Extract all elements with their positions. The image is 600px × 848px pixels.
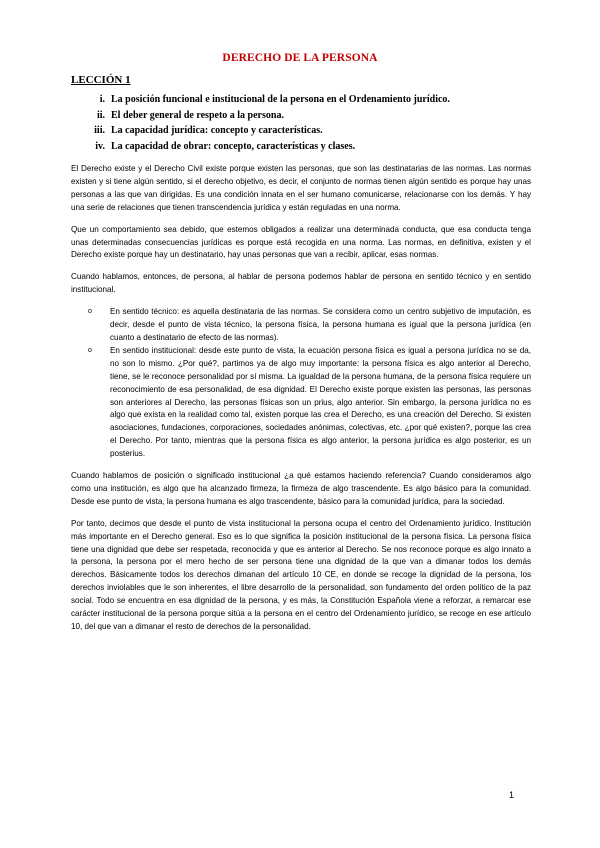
toc-item: iii. La capacidad jurídica: concepto y características.	[94, 125, 323, 136]
list-item: o En sentido institucional: desde este punto de vista, la ecuación persona física es igual a persona jurídica no se da, no son lo mismo. ¿Por qué?, partimos ya de algo muy importante: la persona física es algo anterior al Derecho, tiene, se le reconoce personalidad por sí misma. La igualdad de la persona humana, de la persona física requiere un reconocimiento de esa personalidad, de esa dignidad. El Derecho existe porque existen las personas, las personas son anteriores al Derecho, las personas físicas son un prius, algo anterior. Sin embargo, la persona jurídica no es algo que exista en la realidad como tal, existen porque las crea el Derecho, es una creación del Derecho. Si existen asociaciones, fundaciones, corporaciones, sociedades anónimas, colectivas, etc. ¿por qué existen?, porque las crea el Derecho. Por tanto, mientras que la persona física es algo anterior, la persona jurídica es algo posterior, es un posterius.	[88, 345, 531, 459]
toc-item: i. La posición funcional e institucional de la persona en el Ordenamiento jurídico.	[99, 94, 450, 105]
paragraph: Por tanto, decimos que desde el punto de vista institucional la persona ocupa el centro del Ordenamiento jurídico. Institución más importante en el Derecho general. Eso es lo que significa la posición institucional de la persona física. La persona física tiene una dignidad que debe ser respetada, reconocida y que es anterior al Derecho. Se nos reconoce porque es algo innato a la persona, la persona por el mero hecho de ser persona tiene una dignidad de la que van a dimanar todos los demás derechos. Básicamente todos los derechos dimanan del artículo 10 CE, en donde se recoge la dignidad de la persona, los derechos inviolables que le son inherentes, el libre desarrollo de la personalidad, son fundamento del orden político de la paz social. Todo se encuentra en esa dignidad de la persona, y es más, la Constitución Española viene a reforzar, a remarcar ese carácter institucional de la persona porque sitúa a la persona en el centro del Ordenamiento jurídico, se recoge en ese artículo 10, del que van a dimanar el resto de derechos de la personalidad.	[71, 518, 531, 631]
list-item: o En sentido técnico: es aquella destinataria de las normas. Se considera como un centro subjetivo de imputación, es decir, desde el punto de vista técnico, la persona física, la persona humana es igual que la persona jurídica (en cuanto a destinatario de efecto de las normas).	[88, 307, 531, 342]
paragraph: Que un comportamiento sea debido, que estemos obligados a realizar una determinada conducta, que esa conducta tenga unas determinadas consecuencias jurídicas es porque está recogida en una norma. Las normas, en definitiva, existen y el Derecho existe porque hay un destinatario, hay unas personas que van a recibir, aplicar, esas normas.	[71, 224, 531, 260]
table-of-contents	[71, 92, 531, 154]
bullet-icon: o	[88, 308, 92, 316]
bullet-icon: o	[88, 346, 92, 354]
paragraph: Cuando hablamos, entonces, de persona, al hablar de persona podemos hablar de persona en sentido técnico y en sentido institucional.	[71, 272, 531, 295]
paragraph: El Derecho existe y el Derecho Civil existe porque existen las personas, que son las destinatarias de las normas. Las normas existen y si tiene algún sentido, si el derecho objetivo, es decir, el conjunto de normas tienen algún sentido es porque hay unas personas a las que van dirigidas. Es una condición innata en el ser humano comunicarse, relacionarse con los demás. Y hay una serie de relaciones que tienen transcendencia jurídica y están reguladas en una norma.	[71, 164, 531, 212]
bullet-list	[71, 306, 531, 461]
toc-item: ii. El deber general de respeto a la persona.	[96, 109, 284, 121]
paragraph: Cuando hablamos de posición o significado institucional ¿a qué estamos haciendo referencia? Cuando consideramos algo como una institución, es algo que ha alcanzado firmeza, la firmeza de algo trascendente. Es algo básico para la comunidad. Desde ese punto de vista, la persona humana es algo trascendente, básico para la comunidad jurídica, para la sociedad.	[71, 471, 531, 506]
document-body	[71, 163, 531, 643]
page-number: 1	[509, 790, 515, 800]
document-title: DERECHO DE LA PERSONA	[222, 52, 378, 64]
toc-item: iv. La capacidad de obrar: concepto, características y clases.	[95, 140, 356, 152]
lesson-heading: LECCIÓN 1	[71, 74, 131, 86]
